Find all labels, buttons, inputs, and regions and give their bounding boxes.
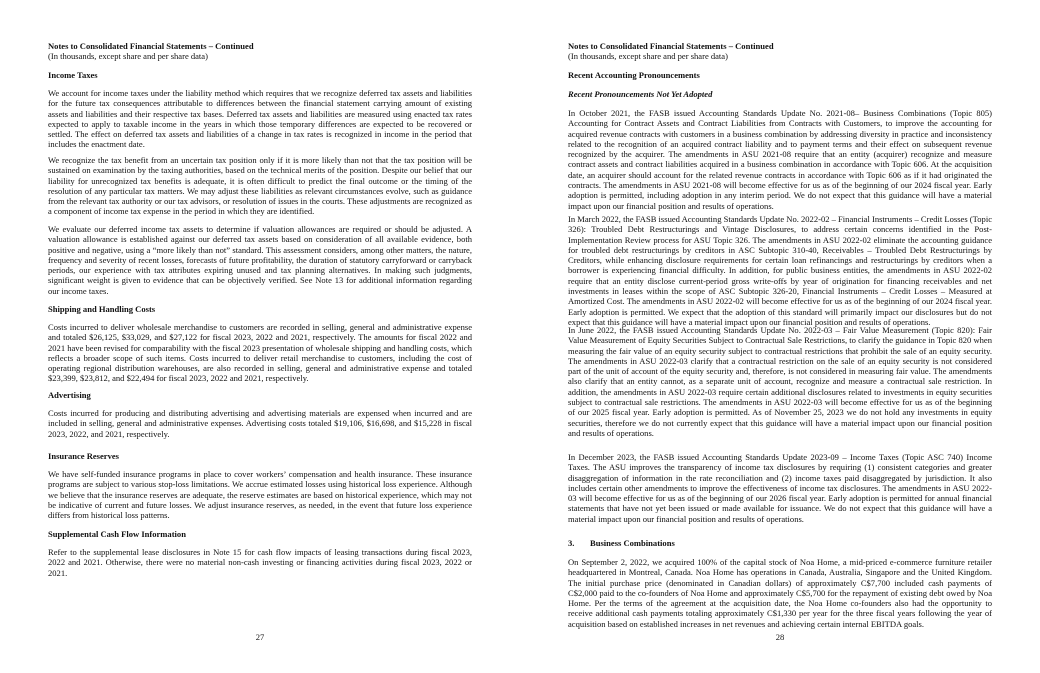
header-title: Notes to Consolidated Financial Statements – Continued: [48, 41, 254, 51]
section-heading-recent-pronouncements: Recent Accounting Pronouncements: [568, 70, 700, 80]
section-heading-cash-flow: Supplemental Cash Flow Information: [48, 529, 186, 539]
page-number: 27: [255, 632, 265, 642]
header-subtitle: (In thousands, except share and per share data): [48, 51, 208, 61]
section-heading-advertising: Advertising: [48, 390, 91, 400]
section-title: Business Combinations: [590, 538, 675, 548]
paragraph: In October 2021, the FASB issued Accounting Standards Update No. 2021-08– Business Combinations (Topic 805) Accounting for Contract Assets and Contract Liabilities from Contracts with Customers, to improve the accounting for acquired revenue contracts with customers in a business combination by addressing diversity in practice and inconsistency related to the recognition of an acquired contract liability and to payment terms and their effect on subsequent revenue recognized by the acquirer. The amendments in ASU 2021-08 require that an entity (acquirer) recognize and measure contract assets and contract liabilities acquired in a business combination in accordance with Topic 606. At the acquisition date, an acquirer should account for the related revenue contracts in accordance with Topic 606 as if it had originated the contracts. The amendments in ASU 2021-08 will become effective for us as of the beginning of our 2024 fiscal year. Early adoption is permitted, including adoption in any interim period. We do not expect that this guidance will have a material impact upon our financial position and results of operations.: [568, 108, 992, 211]
section-heading-insurance: Insurance Reserves: [48, 451, 119, 461]
section-heading-income-taxes: Income Taxes: [48, 70, 98, 80]
paragraph: We evaluate our deferred income tax assets to determine if valuation allowances are required or should be adjusted. A valuation allowance is established against our deferred tax assets based on consideration of all available evidence, both positive and negative, using a “more likely than not” standard. This assessment considers, among other matters, the nature, frequency and severity of recent losses, forecasts of future profitability, the duration of statutory carryforward or carryback periods, our experience with tax attributes expiring unused and tax planning alternatives. In making such judgments, significant weight is given to evidence that can be objectively verified. See Note 13 for additional information regarding our income taxes.: [48, 224, 472, 296]
page-28: [520, 0, 1040, 673]
paragraph: We recognize the tax benefit from an uncertain tax position only if it is more likely than not that the tax position will be sustained on examination by the taxing authorities, based on the technical merits of the position. Despite our belief that our liability for unrecognized tax benefits is adequate, it is often difficult to predict the final outcome or the timing of the resolution of any particular tax matters. We may adjust these liabilities as relevant circumstances evolve, such as guidance from the relevant tax authority or our tax advisors, or resolution of issues in the courts. These adjustments are recognized as a component of income tax expense in the period in which they are identified.: [48, 155, 472, 217]
header-title: Notes to Consolidated Financial Statements – Continued: [568, 41, 774, 51]
paragraph: Refer to the supplemental lease disclosures in Note 15 for cash flow impacts of leasing transactions during fiscal 2023, 2022 and 2021. Otherwise, there were no material non-cash investing or financing activities during fiscal 2023, 2022 or 2021.: [48, 547, 472, 578]
header-subtitle: (In thousands, except share and per share data): [568, 51, 728, 61]
paragraph: We have self-funded insurance programs in place to cover workers’ compensation and health insurance. These insurance programs are subject to various stop-loss limitations. We accrue estimated losses using historical loss experience. Although we believe that the insurance reserves are adequate, the reserve estimates are based on historical experience, which may not be indicative of current and future losses. We adjust insurance reserves, as needed, in the event that future loss experience differs from historical loss patterns.: [48, 469, 472, 521]
page-number: 28: [775, 632, 785, 642]
paragraph: On September 2, 2022, we acquired 100% of the capital stock of Noa Home, a mid-priced e-commerce furniture retailer headquartered in Montreal, Canada. Noa Home has operations in Canada, Australia, Singapore and the United Kingdom. The initial purchase price (denominated in Canadian dollars) of approximately C$7,700 included cash payments of C$2,000 paid to the co-founders of Noa Home and approximately C$5,700 for the repayment of existing debt owed by Noa Home. Per the terms of the agreement at the acquisition date, the Noa Home co-founders also had the opportunity to receive additional cash payments totaling approximately C$1,330 per year for the three fiscal years following the year of acquisition based on established increases in net revenues and achieving certain internal EBITDA goals.: [568, 557, 992, 629]
paragraph: In December 2023, the FASB issued Accounting Standards Update 2023-09 – Income Taxes (Topic ASC 740) Income Taxes. The ASU improves the transparency of income tax disclosures by requiring (1) consistent categories and greater disaggregation of information in the rate reconciliation and (2) income taxes paid disaggregated by jurisdiction. It also includes certain other amendments to improve the effectiveness of income tax disclosures. The amendments in ASU 2022-03 will become effective for us as of the beginning of our 2026 fiscal year. Early adoption is permitted for annual financial statements that have not yet been issued or made available for issuance. We do not expect that this guidance will have a material impact upon our financial position and results of operations.: [568, 452, 992, 524]
paragraph: Costs incurred for producing and distributing advertising and advertising materials are expensed when incurred and are included in selling, general and administrative expenses. Advertising costs totaled $19,106, $16,698, and $15,228 in fiscal 2023, 2022, and 2021, respectively.: [48, 408, 472, 439]
subheading-not-yet-adopted: Recent Pronouncements Not Yet Adopted: [568, 89, 713, 99]
section-heading-shipping: Shipping and Handling Costs: [48, 304, 156, 314]
section-heading-business-combinations: [568, 538, 992, 548]
section-number: 3.: [568, 538, 575, 548]
paragraph: In June 2022, the FASB issued Accounting Standards Update No. 2022-03 – Fair Value Measurement (Topic 820): Fair Value Measurement of Equity Securities Subject to Contractual Sale Restrictions, to clarify the guidance in Topic 820 when measuring the fair value of an equity security subject to contractual restrictions that prohibit the sale of an equity security. The amendments in ASU 2022-03 clarify that a contractual restriction on the sale of an equity security is not considered part of the unit of account of the equity security and, therefore, is not considered in measuring fair value. The amendments also clarify that an entity cannot, as a separate unit of account, recognize and measure a contractual sale restriction. In addition, the amendments in ASU 2022-03 require certain additional disclosures related to investments in equity securities subject to contractual sale restrictions. The amendments in ASU 2022-03 will become effective for us as of the beginning of our 2025 fiscal year. Early adoption is permitted. As of November 25, 2023 we do not hold any investments in equity securities, therefore we do not currently expect that this guidance will have a material impact upon our financial position and results of operations.: [568, 325, 992, 438]
paragraph: We account for income taxes under the liability method which requires that we recognize deferred tax assets and liabilities for the future tax consequences attributable to differences between the financial statement carrying amount of existing assets and liabilities and their respective tax bases. Deferred tax assets and liabilities are measured using enacted tax rates expected to apply to taxable income in the years in which those temporary differences are expected to be recovered or settled. The effect on deferred tax assets and liabilities of a change in tax rates is recognized in income in the period that includes the enactment date.: [48, 88, 472, 150]
paragraph: In March 2022, the FASB issued Accounting Standards Update No. 2022-02 – Financial Instruments – Credit Losses (Topic 326): Troubled Debt Restructurings and Vintage Disclosures, to address certain concerns identified in the Post-Implementation Review process for ASU Topic 326. The amendments in ASU 2022-02 eliminate the accounting guidance for troubled debt restructurings by creditors in ASC Subtopic 310-40, Receivables – Troubled Debt Restructurings by Creditors, while enhancing disclosure requirements for certain loan refinancings and restructurings by creditors when a borrower is experiencing financial difficulty. In addition, for public business entities, the amendments in ASU 2022-02 require that an entity disclose current-period gross write-offs by year of origination for financing receivables and net investments in leases within the scope of ASC Subtopic 326-20, Financial Instruments – Credit Losses – Measured at Amortized Cost. The amendments in ASU 2022-02 will become effective for us as of the beginning of our 2024 fiscal year. Early adoption is permitted. We expect that the adoption of this standard will primarily impact our disclosures but do not expect that this guidance will have a material impact upon our financial position and results of operations.: [568, 214, 992, 327]
paragraph: Costs incurred to deliver wholesale merchandise to customers are recorded in selling, general and administrative expense and totaled $26,125, $33,029, and $27,122 for fiscal 2023, 2022 and 2021, respectively. The amounts for fiscal 2022 and 2021 have been revised for comparability with the fiscal 2023 presentation of wholesale shipping and handling costs, which reflects a broader scope of such items. Costs incurred to deliver retail merchandise to customers, including the cost of operating regional distribution warehouses, are also recorded in selling, general and administrative expense and totaled $23,399, $23,812, and $22,494 for fiscal 2023, 2022 and 2021, respectively.: [48, 322, 472, 384]
